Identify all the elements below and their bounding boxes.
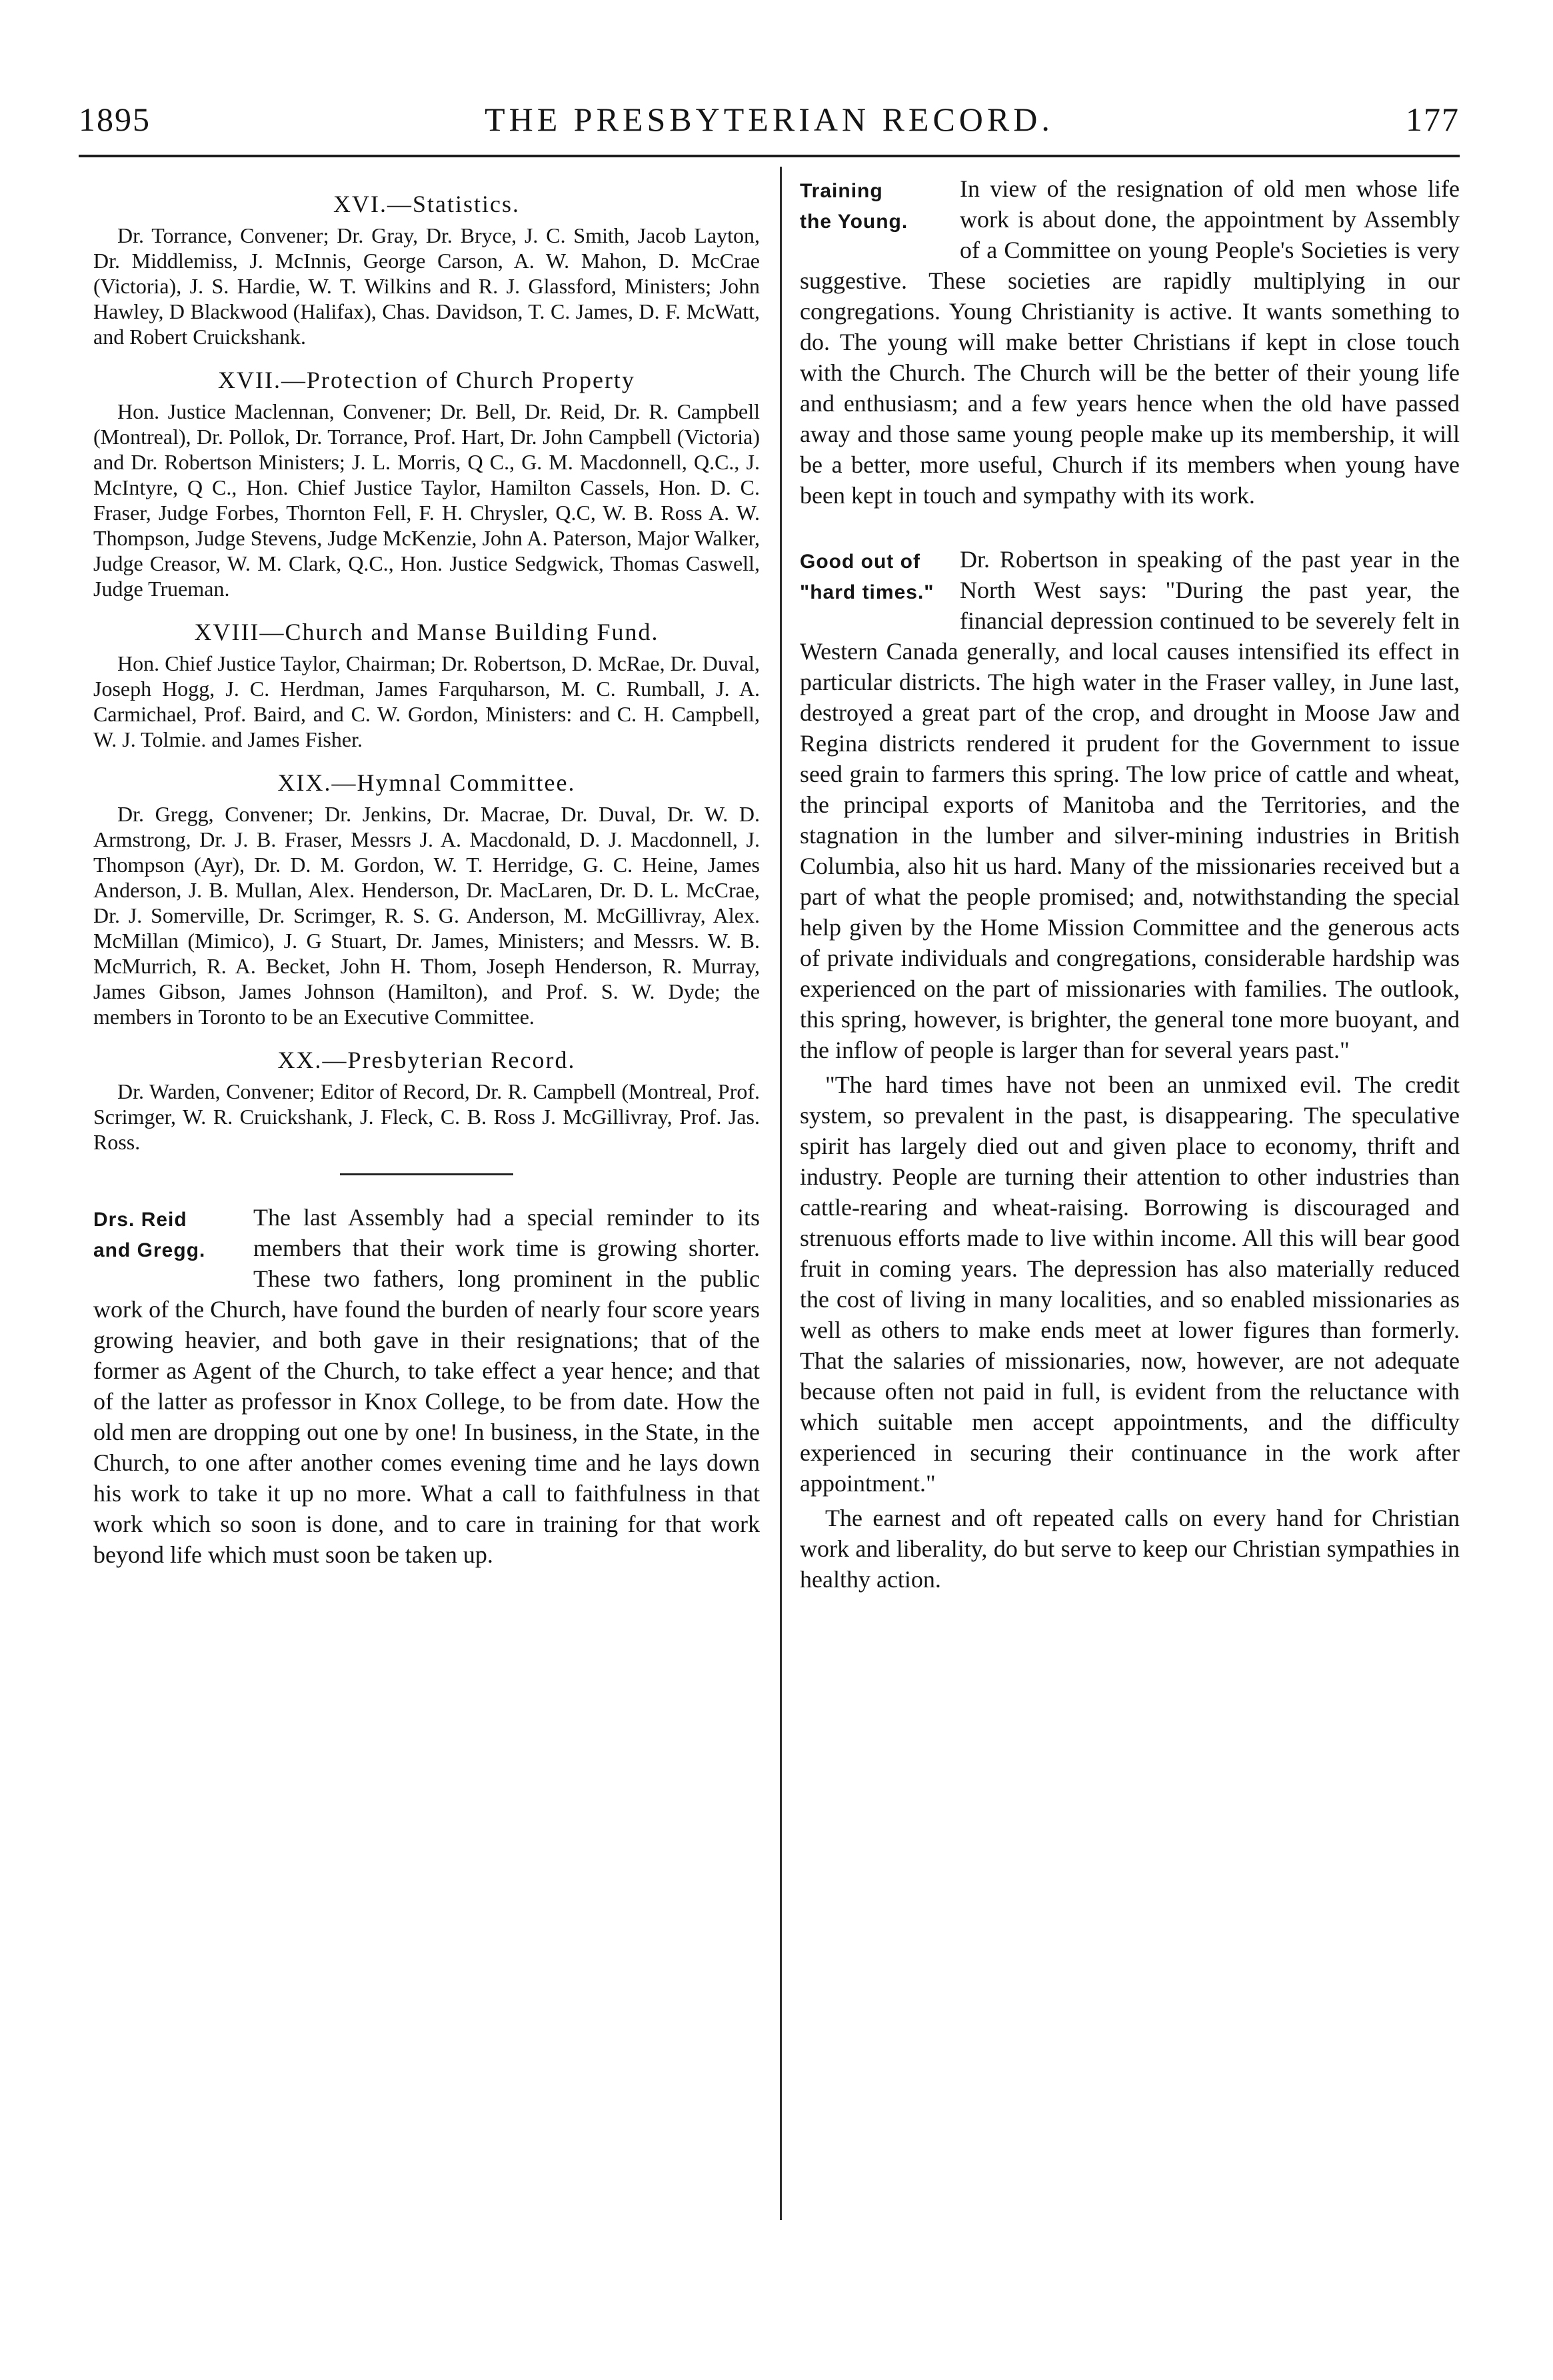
left-column (93, 173, 760, 1574)
side-heading-line: Drs. Reid (93, 1209, 187, 1231)
section-body: Dr. Torrance, Convener; Dr. Gray, Dr. Bryce, J. C. Smith, Jacob Layton, Dr. Middlemiss, J. McInnis, George Carson, A. W. Mahon, D. McCrae (Victoria), J. S. Hardie, W. T. Wilkins and R. J. Glassford, Ministers; John Hawley, D Blackwood (Halifax), Chas. Davidson, T. C. James, D. F. McWatt, and Robert Cruickshank. (93, 223, 760, 349)
section-heading: XIX.—Hymnal Committee. (277, 769, 576, 796)
article-paragraph: "The hard times have not been an unmixed evil. The credit system, so prevalent in the past, is disappearing. The speculative spirit has largely died out and given place to economy, thrift and industry. People are turning their attention to other industries than cattle-rearing and wheat-raising. Borrowing is discouraged and strenuous efforts made to live within income. All this will bear good fruit in coming years. The depression has also materially reduced the cost of living in many localities, and so enabled missionaries as well as others to make ends meet at lower figures than formerly. That the salaries of missionaries, now, however, are not adequate because often not paid in full, is evident from the reluctance with which suitable men accept appointments, and the difficulty experienced in securing their continuance in the work after appointment." (800, 1071, 1460, 1497)
side-heading-line: Good out of (800, 551, 920, 573)
section-divider (340, 1173, 513, 1175)
section-body: Dr. Warden, Convener; Editor of Record, Dr. R. Campbell (Montreal, Prof. Scrimger, W. R. Cruickshank, J. Fleck, C. B. Ross J. McGillivray, Prof. Jas. Ross. (93, 1079, 760, 1154)
section-record (93, 1045, 760, 1155)
article-side-heading (800, 176, 948, 237)
article-paragraph: The earnest and oft repeated calls on every hand for Christian work and liberality, do but serve to keep our Christian sympathies in healthy action. (800, 1505, 1460, 1593)
running-header (79, 100, 1460, 140)
section-heading: XX.—Presbyterian Record. (277, 1047, 576, 1073)
header-page-number: 177 (1406, 101, 1460, 138)
article-paragraph: Dr. Robertson in speaking of the past year in the North West says: "During the past year, the financial depression continued to be severely felt in Western Canada generally, and local causes intensified its effect in particular districts. The high water in the Fraser valley, in June last, destroyed a great part of the crop, and drought in Moose Jaw and Regina districts rendered it prudent for the Government to issue seed grain to farmers this spring. The low price of cattle and wheat, the principal exports of Manitoba and the Territories, and the stagnation in the lumber and silver-mining industries in British Columbia, also hit us hard. Many of the missionaries received but a part of what the people promised; and, notwithstanding the special help given by the Home Mission Committee and the generous acts of private individuals and congregations, considerable hardship was experienced on the part of missionaries with families. The outlook, this spring, however, is brighter, the general tone more buoyant, and the inflow of people is larger than for several years past." (800, 546, 1460, 1063)
right-column (800, 173, 1460, 1599)
side-heading-line: "hard times." (800, 581, 934, 603)
article-reid-gregg (93, 1202, 760, 1574)
section-heading: XVI.—Statistics. (333, 191, 520, 217)
section-building-fund (93, 617, 760, 752)
side-heading-line: Training (800, 180, 883, 202)
side-heading-line: the Young. (800, 211, 908, 233)
article-side-heading (800, 547, 948, 608)
section-body: Dr. Gregg, Convener; Dr. Jenkins, Dr. Macrae, Dr. Duval, Dr. W. D. Armstrong, Dr. J. B. Fraser, Messrs J. A. Macdonald, D. J. Macdonnell, J. Thompson (Ayr), Dr. D. M. Gordon, W. T. Herridge, G. C. Heine, James Anderson, J. B. Mullan, Alex. Henderson, Dr. MacLaren, Dr. D. L. McCrae, Dr. J. Somerville, Dr. Scrimger, R. S. G. Anderson, M. McGillivray, Alex. McMillan (Mimico), J. G Stuart, Dr. James, Ministers; and Messrs. W. B. McMurrich, R. A. Becket, John H. Thom, Joseph Henderson, R. Murray, James Gibson, James Johnson (Hamilton), and Prof. S. W. Dyde; the members in Toronto to be an Executive Committee. (93, 802, 760, 1029)
section-body: Hon. Justice Maclennan, Convener; Dr. Bell, Dr. Reid, Dr. R. Campbell (Montreal), Dr. Pollok, Dr. Torrance, Prof. Hart, Dr. John Campbell (Victoria) and Dr. Robertson Ministers; J. L. Morris, Q C., G. M. Macdonnell, Q.C., J. McIntyre, Q C., Hon. Chief Justice Taylor, Hamilton Cassels, Hon. D. C. Fraser, Judge Forbes, Thornton Fell, F. H. Chrysler, Q.C, W. B. Ross A. W. Thompson, Judge Stevens, Judge McKenzie, John A. Paterson, Major Walker, Judge Creasor, W. M. Clark, Q.C., Hon. Justice Sedgwick, Thomas Caswell, Judge Trueman. (93, 399, 760, 601)
article-side-heading (93, 1205, 241, 1266)
column-divider (780, 167, 782, 2220)
header-year: 1895 (79, 101, 151, 138)
article-hard-times (800, 544, 1460, 1595)
article-paragraph: In view of the resignation of old men whose life work is about done, the appointment by Assembly of a Committee on young People's Societies is very suggestive. These societies are rapidly multiplying in our congregations. Young Christianity is active. It wants something to do. The young will make better Christians if kept in close touch with the Church. The Church will be the better of their young life and enthusiasm; and a few years hence when the old have passed away and those same young people make up its membership, it will be a better, more useful, Church if its members when young have been kept in touch and sympathy with its work. (800, 175, 1460, 509)
section-statistics (93, 189, 760, 349)
section-body: Hon. Chief Justice Taylor, Chairman; Dr. Robertson, D. McRae, Dr. Duval, Joseph Hogg, J. C. Herdman, James Farquharson, M. C. Rumball, J. A. Carmichael, Prof. Baird, and C. W. Gordon, Ministers: and C. H. Campbell, W. J. Tolmie. and James Fisher. (93, 651, 760, 751)
section-heading: XVII.—Protection of Church Property (218, 367, 635, 393)
header-rule (79, 155, 1460, 157)
section-heading: XVIII—Church and Manse Building Fund. (194, 619, 659, 645)
section-hymnal (93, 768, 760, 1029)
header-title: THE PRESBYTERIAN RECORD. (485, 101, 1054, 138)
article-paragraph: The last Assembly had a special reminder to its members that their work time is growing shorter. These two fathers, long prominent in the public work of the Church, have found the burden of nearly four score years growing heavier, and both gave in their resignations; that of the former as Agent of the Church, to take effect a year hence; and that of the latter as professor in Knox College, to be from date. How the old men are dropping out one by one! In business, in the State, in the Church, to one after another comes evening time and he lays down his work to take it up no more. What a call to faithfulness in that work which so soon is done, and to care in training for that work beyond life which must soon be taken up. (93, 1204, 760, 1568)
article-training-young (800, 173, 1460, 515)
side-heading-line: and Gregg. (93, 1239, 206, 1261)
section-church-property (93, 365, 760, 601)
